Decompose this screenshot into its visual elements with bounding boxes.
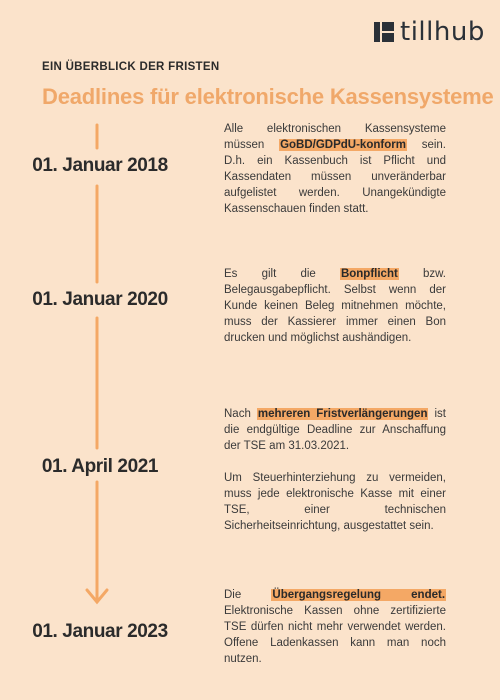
timeline-date-2023: 01. Januar 2023 [32,621,168,642]
highlight-bonpflicht: Bonpflicht [340,268,398,280]
highlight-fristverlaengerungen: mehreren Fristverlängerungen [257,408,428,420]
timeline-date-2020: 01. Januar 2020 [32,289,168,310]
highlight-uebergangsregelung: Übergangsregelung endet. [272,589,446,601]
highlight-gobd: GoBD/GDPdU-konform [280,139,406,151]
timeline-description-2021-extra: Um Steuerhinterziehung zu vermeiden, muss jede elektronische Kasse mit einer TSE, einer technischen Sicherheitseinrichtung, ausgestattet sein. [224,472,446,532]
timeline-description-2023: Die Übergangsregelung endet. Elektronische Kassen ohne zertifizierte TSE dürfen nicht mehr verwendet werden. Offene Ladenkassen kann man noch nutzen. [224,589,446,665]
logo-text: tillhub [400,17,485,47]
timeline-date-2018: 01. Januar 2018 [32,155,168,176]
timeline-description-2021: Nach mehreren Fristverlängerungen ist die endgültige Deadline zur Anschaffung der TSE am 31.03.2021. Um Steuerhinterziehung zu vermeiden, muss jede elektronische Kasse mit einer TSE, einer technischen Sicherheitseinrichtung, ausgestattet sein. [224,408,446,532]
page-title: Deadlines für elektronische Kassensysteme [42,84,494,109]
section-kicker: EIN ÜBERBLICK DER FRISTEN [42,61,220,73]
timeline-date-2021: 01. April 2021 [41,456,159,477]
timeline-description-2020: Es gilt die Bonpflicht bzw. Belegausgabepflicht. Selbst wenn der Kunde keinen Beleg mitnehmen möchte, muss der Kassierer immer einen Bon drucken und möglichst aushändigen. [224,268,446,344]
timeline-description-2018: Alle elektronischen Kassensysteme müssen GoBD/GDPdU-konform sein. D.h. ein Kassenbuch ist Pflicht und Kassendaten müssen unveränderbar aufgelistet werden. Unangekündigte Kassenschauen finden statt. [224,123,446,215]
